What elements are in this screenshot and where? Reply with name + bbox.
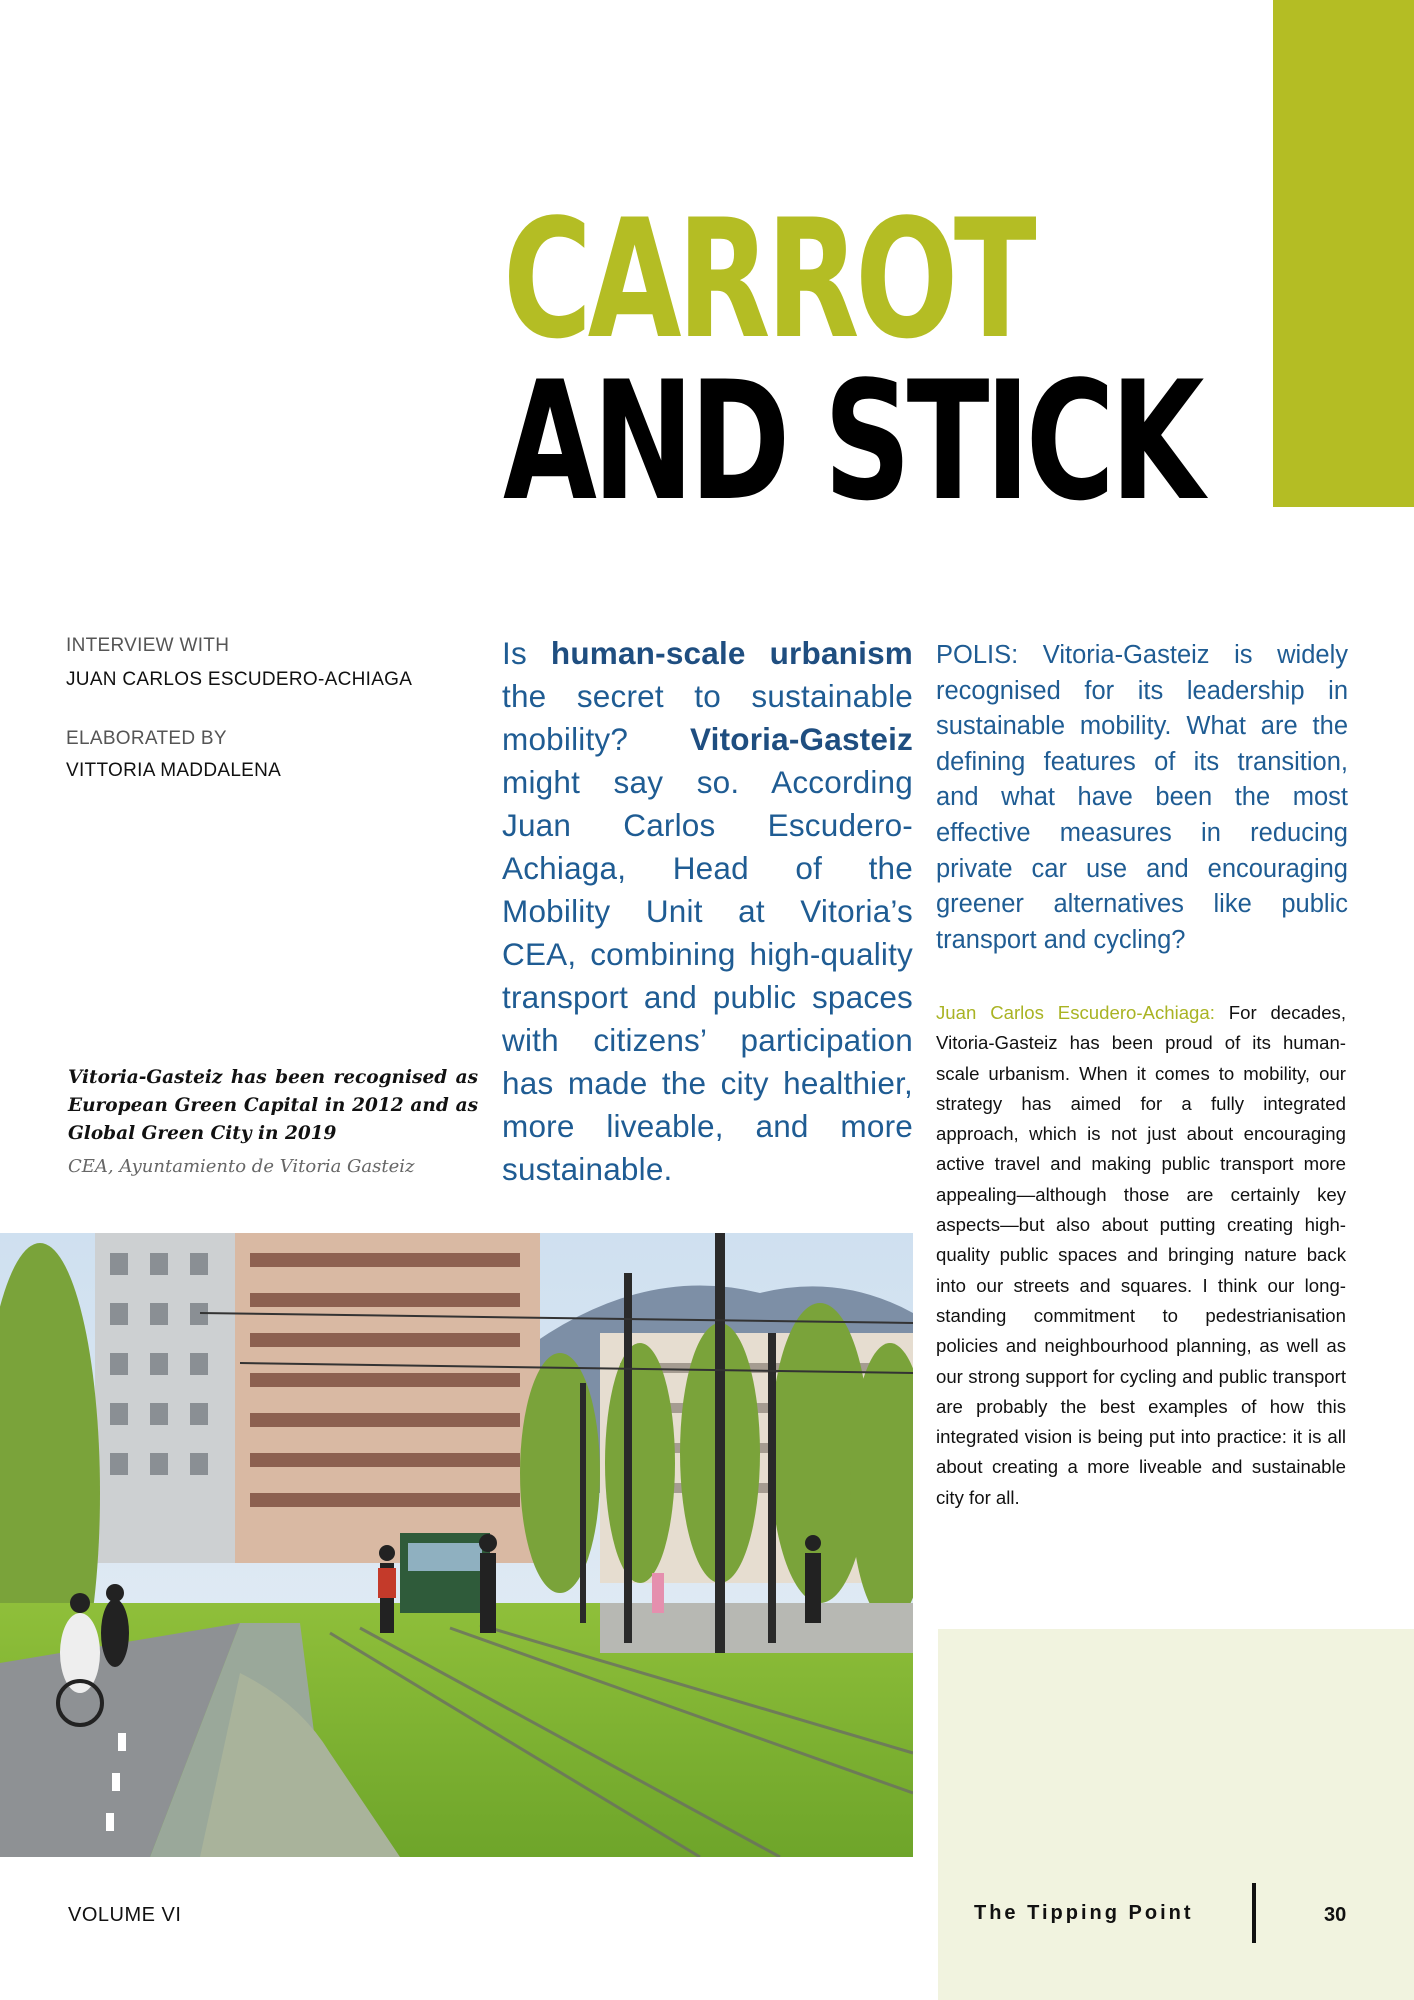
lead-paragraph [502,632,913,1191]
title-line-2: AND STICK [503,346,1200,537]
volume-label: VOLUME VI [68,1904,182,1926]
footer-divider [1252,1883,1256,1943]
lead-text-3: might say so. According Juan Carlos Escudero-Achiaga, Head of the Mobility Unit at Vitoria’s CEA, combining high-quality transport and public spaces with citizens’ participation has made the city healthier, more liveable, and more sustainable. [502,764,913,1187]
elaborated-label: ELABORATED BY [66,728,227,749]
interview-answer [936,998,1346,1513]
magazine-name: The Tipping Point [974,1902,1194,1924]
page-number: 30 [1324,1904,1347,1926]
answer-text: For decades, Vitoria-Gasteiz has been proud of its human-scale urbanism. When it comes to mobility, our strategy has aimed for a fully integrated approach, which is not just about encouraging active travel and making public transport more appealing—although those are certainly key aspects—but also about putting creating high-quality public spaces and bringing nature back into our streets and squares. I think our long-standing commitment to pedestrianisation policies and neighbourhood planning, as well as our strong support for cycling and public transport are probably the best examples of how this integrated vision is being put into practice: it is all about creating a more liveable and sustainable city for all. [936,1002,1347,1508]
photo-credit: CEA, Ayuntamiento de Vitoria Gasteiz [68,1156,415,1177]
answer-speaker: Juan Carlos Escudero-Achiaga: [936,1002,1215,1023]
footer-background-block [938,1629,1414,2000]
photo-caption: Vitoria-Gasteiz has been recognised as European Green Capital in 2012 and as Global Green City in 2019 [68,1067,478,1144]
lead-highlight-1: human-scale urbanism [550,635,913,671]
accent-bar [1273,0,1414,507]
interview-question: POLIS: Vitoria-Gasteiz is widely recognised for its leadership in sustainable mobility. What are the defining features of its transition, and what have been the most effective measures in reducing private car use and encouraging greener alternatives like public transport and cycling? [936,641,1348,954]
lead-highlight-2: Vitoria-Gasteiz [690,721,913,757]
lead-text-2: the secret to sustainable mobility? [502,678,913,757]
title-line-1: CARROT [503,184,1033,375]
author-name: VITTORIA MADDALENA [66,760,282,781]
street-photo [0,1233,913,1857]
lead-text-1: Is [502,635,551,671]
interview-label: INTERVIEW WITH [66,635,230,656]
interviewee-name: JUAN CARLOS ESCUDERO-ACHIAGA [66,669,413,690]
